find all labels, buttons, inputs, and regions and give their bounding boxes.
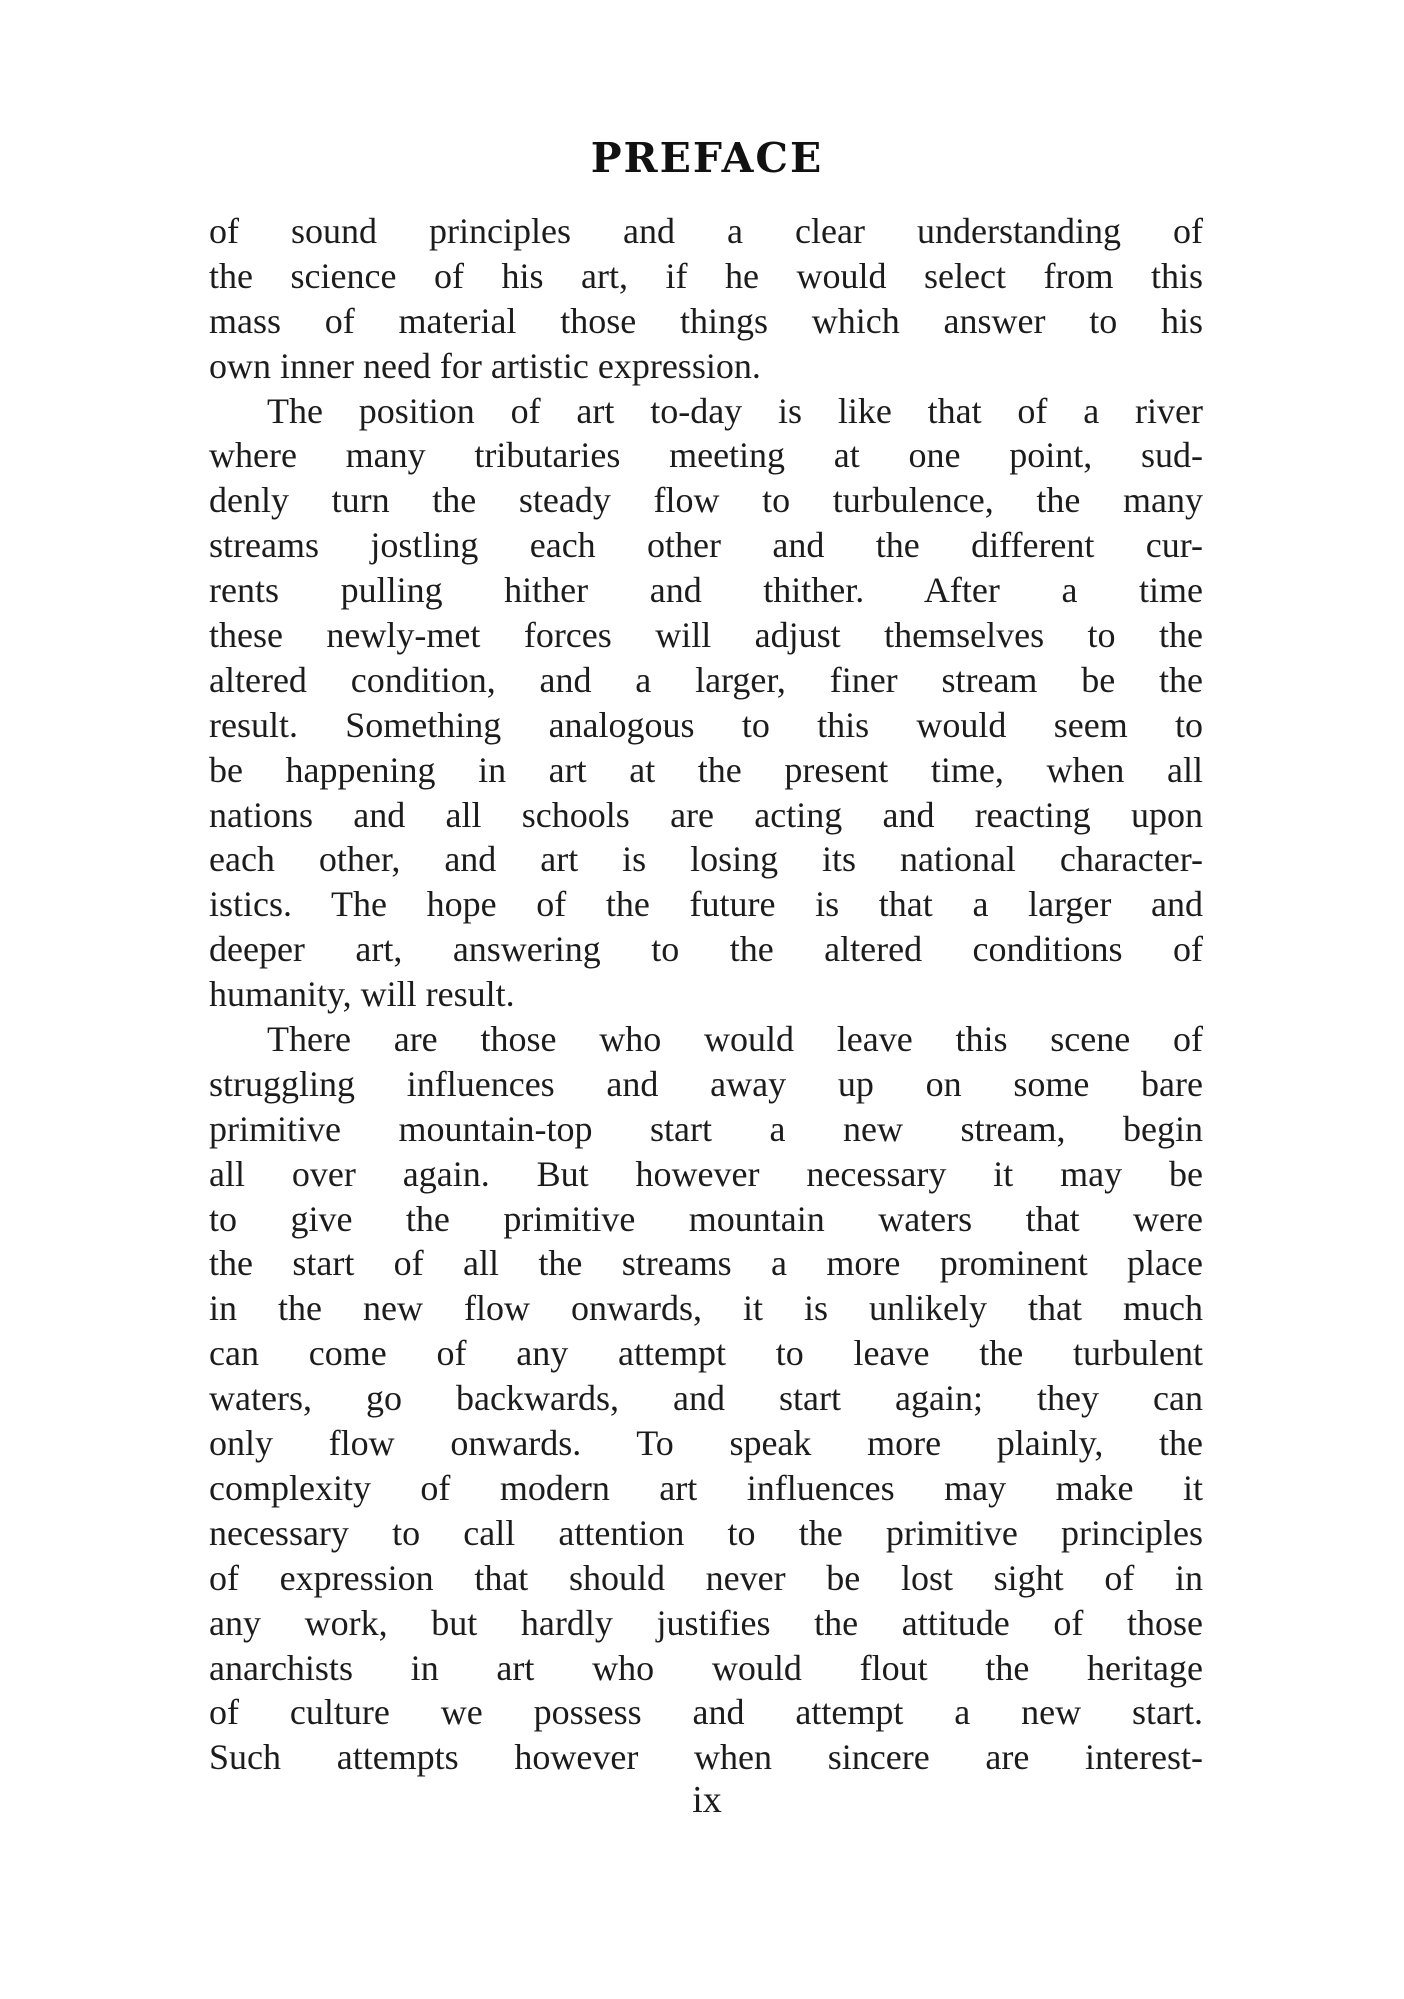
text-line: deeper art, answering to the altered conditions of: [209, 929, 1203, 970]
text-line: of expression that should never be lost sight of in: [209, 1557, 1203, 1598]
text-line: any work, but hardly justifies the attitude of those: [209, 1602, 1203, 1643]
text-line: the science of his art, if he would select from this: [209, 255, 1203, 296]
text-line: waters, go backwards, and start again; they can: [209, 1378, 1203, 1419]
text-line: where many tributaries meeting at one point, sud-: [209, 435, 1203, 476]
text-line: rents pulling hither and thither. After a time: [209, 570, 1203, 611]
text-line: streams jostling each other and the different cur-: [209, 525, 1203, 566]
text-line: be happening in art at the present time, when all: [209, 749, 1203, 790]
text-line: primitive mountain-top start a new stream, begin: [209, 1108, 1203, 1149]
running-header: PREFACE: [590, 134, 824, 182]
text-line: only flow onwards. To speak more plainly, the: [209, 1423, 1203, 1464]
text-line: humanity, will result.: [209, 974, 515, 1015]
text-line: in the new flow onwards, it is unlikely that much: [209, 1288, 1203, 1329]
text-line: Such attempts however when sincere are interest-: [209, 1737, 1203, 1778]
text-line: mass of material those things which answer to his: [209, 300, 1203, 341]
text-line: altered condition, and a larger, finer stream be the: [209, 659, 1203, 700]
body-text: [209, 209, 1203, 1780]
text-line: There are those who would leave this scene of: [267, 1019, 1203, 1060]
text-line: all over again. But however necessary it may be: [209, 1153, 1203, 1194]
text-line: struggling influences and away up on some bare: [209, 1063, 1203, 1104]
text-line: these newly-met forces will adjust themselves to the: [209, 615, 1203, 656]
text-line: necessary to call attention to the primitive principles: [209, 1512, 1203, 1553]
text-line: complexity of modern art influences may make it: [209, 1467, 1203, 1508]
page-number: ix: [692, 1779, 722, 1821]
text-line: nations and all schools are acting and reacting upon: [209, 794, 1203, 835]
text-line: to give the primitive mountain waters that were: [209, 1198, 1203, 1239]
text-line: the start of all the streams a more prominent place: [209, 1243, 1203, 1284]
text-line: own inner need for artistic expression.: [209, 345, 761, 386]
text-line: result. Something analogous to this would seem to: [209, 704, 1203, 745]
text-line: istics. The hope of the future is that a larger and: [209, 884, 1203, 925]
text-line: each other, and art is losing its national character-: [209, 839, 1203, 880]
text-line: denly turn the steady flow to turbulence, the many: [209, 480, 1203, 521]
text-line: The position of art to-day is like that of a river: [267, 390, 1203, 431]
text-line: anarchists in art who would flout the heritage: [209, 1647, 1203, 1688]
text-line: of sound principles and a clear understanding of: [209, 211, 1203, 251]
text-line: can come of any attempt to leave the turbulent: [209, 1333, 1203, 1374]
text-line: of culture we possess and attempt a new start.: [209, 1692, 1203, 1733]
